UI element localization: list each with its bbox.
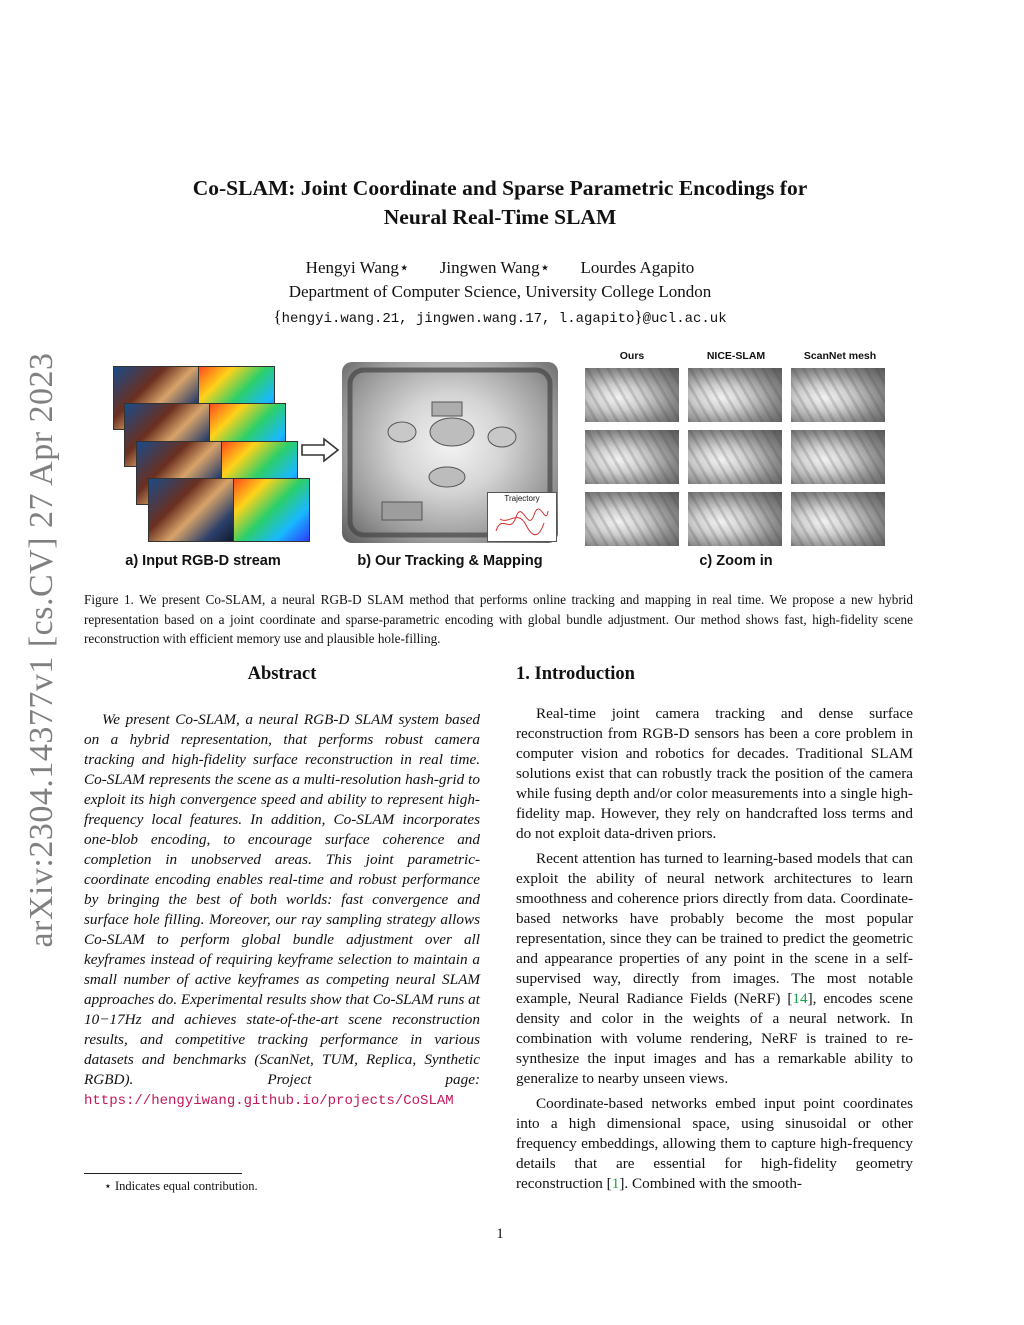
email-close-brace: } (634, 307, 643, 326)
zoom-thumbnail (791, 430, 885, 484)
footnote: ⋆ Indicates equal contribution. (104, 1179, 258, 1193)
trajectory-label: Trajectory (504, 494, 540, 503)
abstract-body (84, 710, 480, 1111)
intro-p3-text-b: ]. Combined with the smooth- (619, 1175, 802, 1192)
zoom-thumbnail (585, 492, 679, 546)
email-open-brace: { (273, 307, 282, 326)
zoom-thumbnail (791, 368, 885, 422)
panel-label-a: a) Input RGB-D stream (125, 553, 281, 569)
author-name: Lourdes Agapito (580, 258, 695, 277)
reconstruction-mesh (342, 362, 558, 543)
intro-paragraph-2 (516, 849, 913, 1089)
column-header-ours: Ours (619, 350, 645, 362)
intro-p2-text-a: Recent attention has turned to learning-based models that can exploit the ability of neural network architectures to learn smoothness and coherence priors directly from data. Coordinate-based networks have probably become the most popular representation, since they can be trained to predict the geometric and appearance properties of any point in the scene in a self-supervised way, directly from images. The most notable example, Neural Radiance Fields (NeRF) [ (516, 850, 913, 1007)
panel-label-b: b) Our Tracking & Mapping (357, 553, 543, 569)
depth-frame (233, 478, 310, 542)
figure-1 (0, 0, 1024, 590)
figure-caption: Figure 1. We present Co-SLAM, a neural RGB-D SLAM method that performs online tracking and mapping in real time. We propose a new hybrid representation based on a joint coordinate and sparse-parametric encoding with global bundle adjustment. Our method shows fast, high-fidelity scene reconstruction with efficient memory use and plausible hole-filling. (84, 592, 913, 646)
rgb-frame (148, 478, 235, 542)
panel-label-c: c) Zoom in (699, 553, 773, 569)
citation-link[interactable]: 14 (792, 990, 808, 1007)
email-list: hengyi.wang.21, jingwen.wang.17, l.agapito (281, 311, 635, 327)
introduction-heading: 1. Introduction (516, 664, 635, 684)
abstract-text: We present Co-SLAM, a neural RGB-D SLAM system based on a hybrid representation, that performs robust camera tracking and high-fidelity surface reconstruction in real time. Co-SLAM represents the scene as a multi-resolution hash-grid to exploit its high convergence speed and ability to represent high-frequency local features. In addition, Co-SLAM incorporates one-blob encoding, to encourage surface coherence and completion in unobserved areas. This joint parametric-coordinate encoding enables real-time and robust performance by bringing the best of both worlds: fast convergence and surface hole filling. Moreover, our ray sampling strategy allows Co-SLAM to perform global bundle adjustment over all keyframes instead of requiring keyframe selection to maintain a small number of active keyframes as competing neural SLAM approaches do. Experimental results show that Co-SLAM runs at 10−17Hz and achieves state-of-the-art scene reconstruction results, and competitive tracking performance in various datasets and benchmarks (ScanNet, TUM, Replica, Synthetic RGBD). Project page: (84, 711, 480, 1088)
zoom-thumbnail (688, 430, 782, 484)
author-name: Jingwen Wang⋆ (439, 258, 551, 277)
email-domain: @ucl.ac.uk (642, 311, 727, 327)
footnote-rule (84, 1173, 242, 1174)
arxiv-stamp: arXiv:2304.14377v1 [cs.CV] 27 Apr 2023 (23, 352, 60, 948)
trajectory-path (492, 505, 552, 539)
zoom-thumbnail (585, 368, 679, 422)
affiliation: Department of Computer Science, University College London (288, 282, 712, 301)
citation-link[interactable]: 1 (611, 1175, 620, 1192)
intro-p2-text-b: ], encodes scene density and color in the weights of a neural network. In combination with volume rendering, NeRF is trained to re-synthesize the input images and has a remarkable ability to generalize to nearby unseen views. (516, 990, 913, 1087)
intro-paragraph-1: Real-time joint camera tracking and dense surface reconstruction from RGB-D sensors has been a core problem in computer vision and robotics for decades. Traditional SLAM solutions exist that can robustly track the position of the camera while fusing depth and/or color measurements into a single high-fidelity map. However, they rely on handcrafted loss terms and do not exploit data-driven priors. (516, 705, 913, 842)
zoom-thumbnail (688, 492, 782, 546)
abstract-heading: Abstract (247, 664, 317, 684)
zoom-thumbnail (585, 430, 679, 484)
author-name: Hengyi Wang⋆ (305, 258, 410, 277)
zoom-thumbnail (791, 492, 885, 546)
title-line-1: Co-SLAM: Joint Coordinate and Sparse Parametric Encodings for (192, 176, 808, 200)
project-page-link[interactable]: https://hengyiwang.github.io/projects/CoSLAM (84, 1093, 454, 1109)
column-header-nice-slam: NICE-SLAM (706, 350, 766, 362)
introduction-body (516, 704, 913, 1194)
right-arrow-icon (300, 437, 340, 463)
intro-paragraph-3 (516, 1094, 913, 1194)
page-number: 1 (496, 1226, 504, 1242)
intro-p3-text-a: Coordinate-based networks embed input point coordinates into a high dimensional space, using sinusoidal or other frequency embeddings, allowing them to capture high-frequency details that are essential for high-fidelity geometry reconstruction [ (516, 1095, 913, 1192)
column-header-scannet-mesh: ScanNet mesh (803, 350, 877, 362)
title-line-2: Neural Real-Time SLAM (383, 205, 617, 229)
trajectory-inset (487, 492, 557, 542)
zoom-thumbnail (688, 368, 782, 422)
